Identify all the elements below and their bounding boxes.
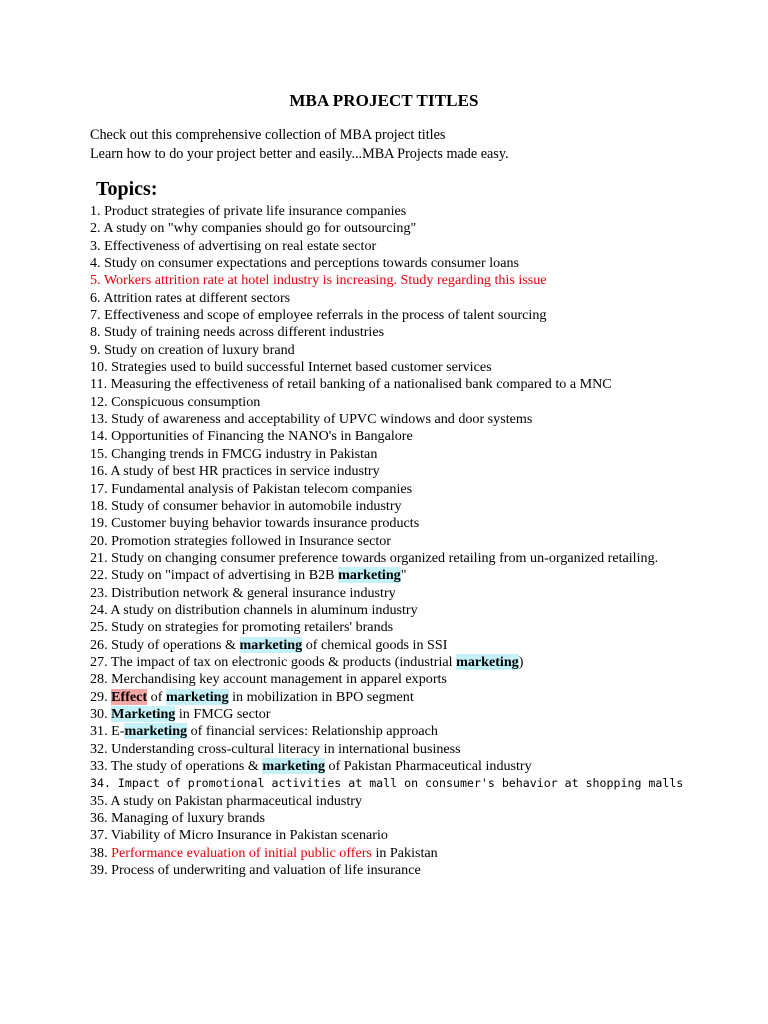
topic-item <box>90 758 690 775</box>
topic-item <box>90 567 690 584</box>
topic-text: ) <box>518 653 524 670</box>
keyword-highlight-red: Effect <box>111 688 148 705</box>
topic-item: 10. Strategies used to build successful Internet based customer services <box>90 359 492 376</box>
keyword-highlight: marketing <box>165 688 229 705</box>
topic-item: 35. A study on Pakistan pharmaceutical industry <box>90 792 363 809</box>
topic-text: of <box>147 688 166 705</box>
topic-item: 14. Opportunities of Financing the NANO's in Bangalore <box>90 428 413 445</box>
topic-item: 36. Managing of luxury brands <box>90 810 265 827</box>
topic-item <box>90 706 690 723</box>
topics-heading: Topics: <box>96 178 158 200</box>
topic-text: in Pakistan <box>371 844 438 861</box>
topic-item: 12. Conspicuous consumption <box>90 393 261 410</box>
topic-text: 33. The study of operations & <box>90 758 263 774</box>
topic-item: 17. Fundamental analysis of Pakistan telecom companies <box>90 480 413 497</box>
keyword-highlight: Marketing <box>111 705 176 722</box>
topic-text-red: Performance evaluation of initial public offers <box>111 844 372 861</box>
topic-text: of Pakistan Pharmaceutical industry <box>325 758 532 774</box>
topic-text: of financial services: Relationship approach <box>187 723 438 740</box>
topic-item: 28. Merchandising key account management in apparel exports <box>90 671 447 688</box>
topic-text: 27. The impact of tax on electronic goods & products (industrial <box>90 653 457 670</box>
topic-text: in FMCG sector <box>175 705 271 722</box>
topic-item: 32. Understanding cross-cultural literacy in international business <box>90 740 461 757</box>
topic-number: 38. <box>90 844 112 861</box>
topic-item: 19. Customer buying behavior towards insurance products <box>90 515 420 532</box>
topic-item: 4. Study on consumer expectations and perceptions towards consumer loans <box>90 255 519 272</box>
topic-number: 29. <box>90 688 112 705</box>
intro-line-1: Check out this comprehensive collection of MBA project titles <box>90 127 446 143</box>
topic-text: 26. Study of operations & <box>90 636 240 653</box>
topic-item <box>90 723 690 740</box>
topic-item: 39. Process of underwriting and valuation of life insurance <box>90 862 421 879</box>
topic-text: 22. Study on "impact of advertising in B2B <box>90 567 339 584</box>
keyword-highlight: marketing <box>456 653 519 670</box>
topic-item <box>90 689 690 706</box>
topic-item: 23. Distribution network & general insurance industry <box>90 584 396 601</box>
topic-text: 31. E- <box>90 723 125 740</box>
keyword-highlight: marketing <box>239 636 303 653</box>
topic-item-highlighted-red: 5. Workers attrition rate at hotel industry is increasing. Study regarding this issue <box>90 272 547 289</box>
intro-line-2: Learn how to do your project better and easily...MBA Projects made easy. <box>90 146 509 162</box>
topic-item <box>90 637 690 654</box>
topic-item: 16. A study of best HR practices in service industry <box>90 463 380 480</box>
topic-item: 21. Study on changing consumer preference towards organized retailing from un-organized retailing. <box>90 549 659 566</box>
topic-item: 24. A study on distribution channels in aluminum industry <box>90 601 418 618</box>
topic-item: 1. Product strategies of private life insurance companies <box>90 203 407 219</box>
topic-text: " <box>400 567 407 584</box>
document-title: MBA PROJECT TITLES <box>289 91 479 110</box>
topic-item: 34. Impact of promotional activities at mall on consumer's behavior at shopping malls <box>90 776 684 791</box>
topics-list <box>90 203 690 879</box>
topic-item: 15. Changing trends in FMCG industry in Pakistan <box>90 445 378 462</box>
keyword-highlight: marketing <box>124 723 188 740</box>
intro-paragraph <box>90 126 509 164</box>
topic-text: of chemical goods in SSI <box>302 636 448 653</box>
topic-item: 7. Effectiveness and scope of employee referrals in the process of talent sourcing <box>90 307 547 324</box>
topic-item: 2. A study on "why companies should go for outsourcing" <box>90 220 417 237</box>
topic-item <box>90 845 690 862</box>
keyword-highlight: marketing <box>262 758 326 774</box>
topic-number: 30. <box>90 705 112 722</box>
topic-item: 9. Study on creation of luxury brand <box>90 341 295 358</box>
topic-item: 18. Study of consumer behavior in automobile industry <box>90 497 402 514</box>
topic-item: 20. Promotion strategies followed in Insurance sector <box>90 532 391 549</box>
topic-item: 8. Study of training needs across different industries <box>90 324 385 341</box>
topic-text: in mobilization in BPO segment <box>228 688 414 705</box>
topic-item: 37. Viability of Micro Insurance in Pakistan scenario <box>90 827 388 844</box>
topic-item: 3. Effectiveness of advertising on real estate sector <box>90 237 377 254</box>
topic-item: 6. Attrition rates at different sectors <box>90 289 291 306</box>
topic-item <box>90 654 690 671</box>
keyword-highlight: marketing <box>338 567 401 584</box>
topic-item: 11. Measuring the effectiveness of retail banking of a nationalised bank compared to a MNC <box>90 376 612 393</box>
topic-item: 13. Study of awareness and acceptability of UPVC windows and door systems <box>90 411 533 428</box>
topic-item: 25. Study on strategies for promoting retailers' brands <box>90 619 394 636</box>
